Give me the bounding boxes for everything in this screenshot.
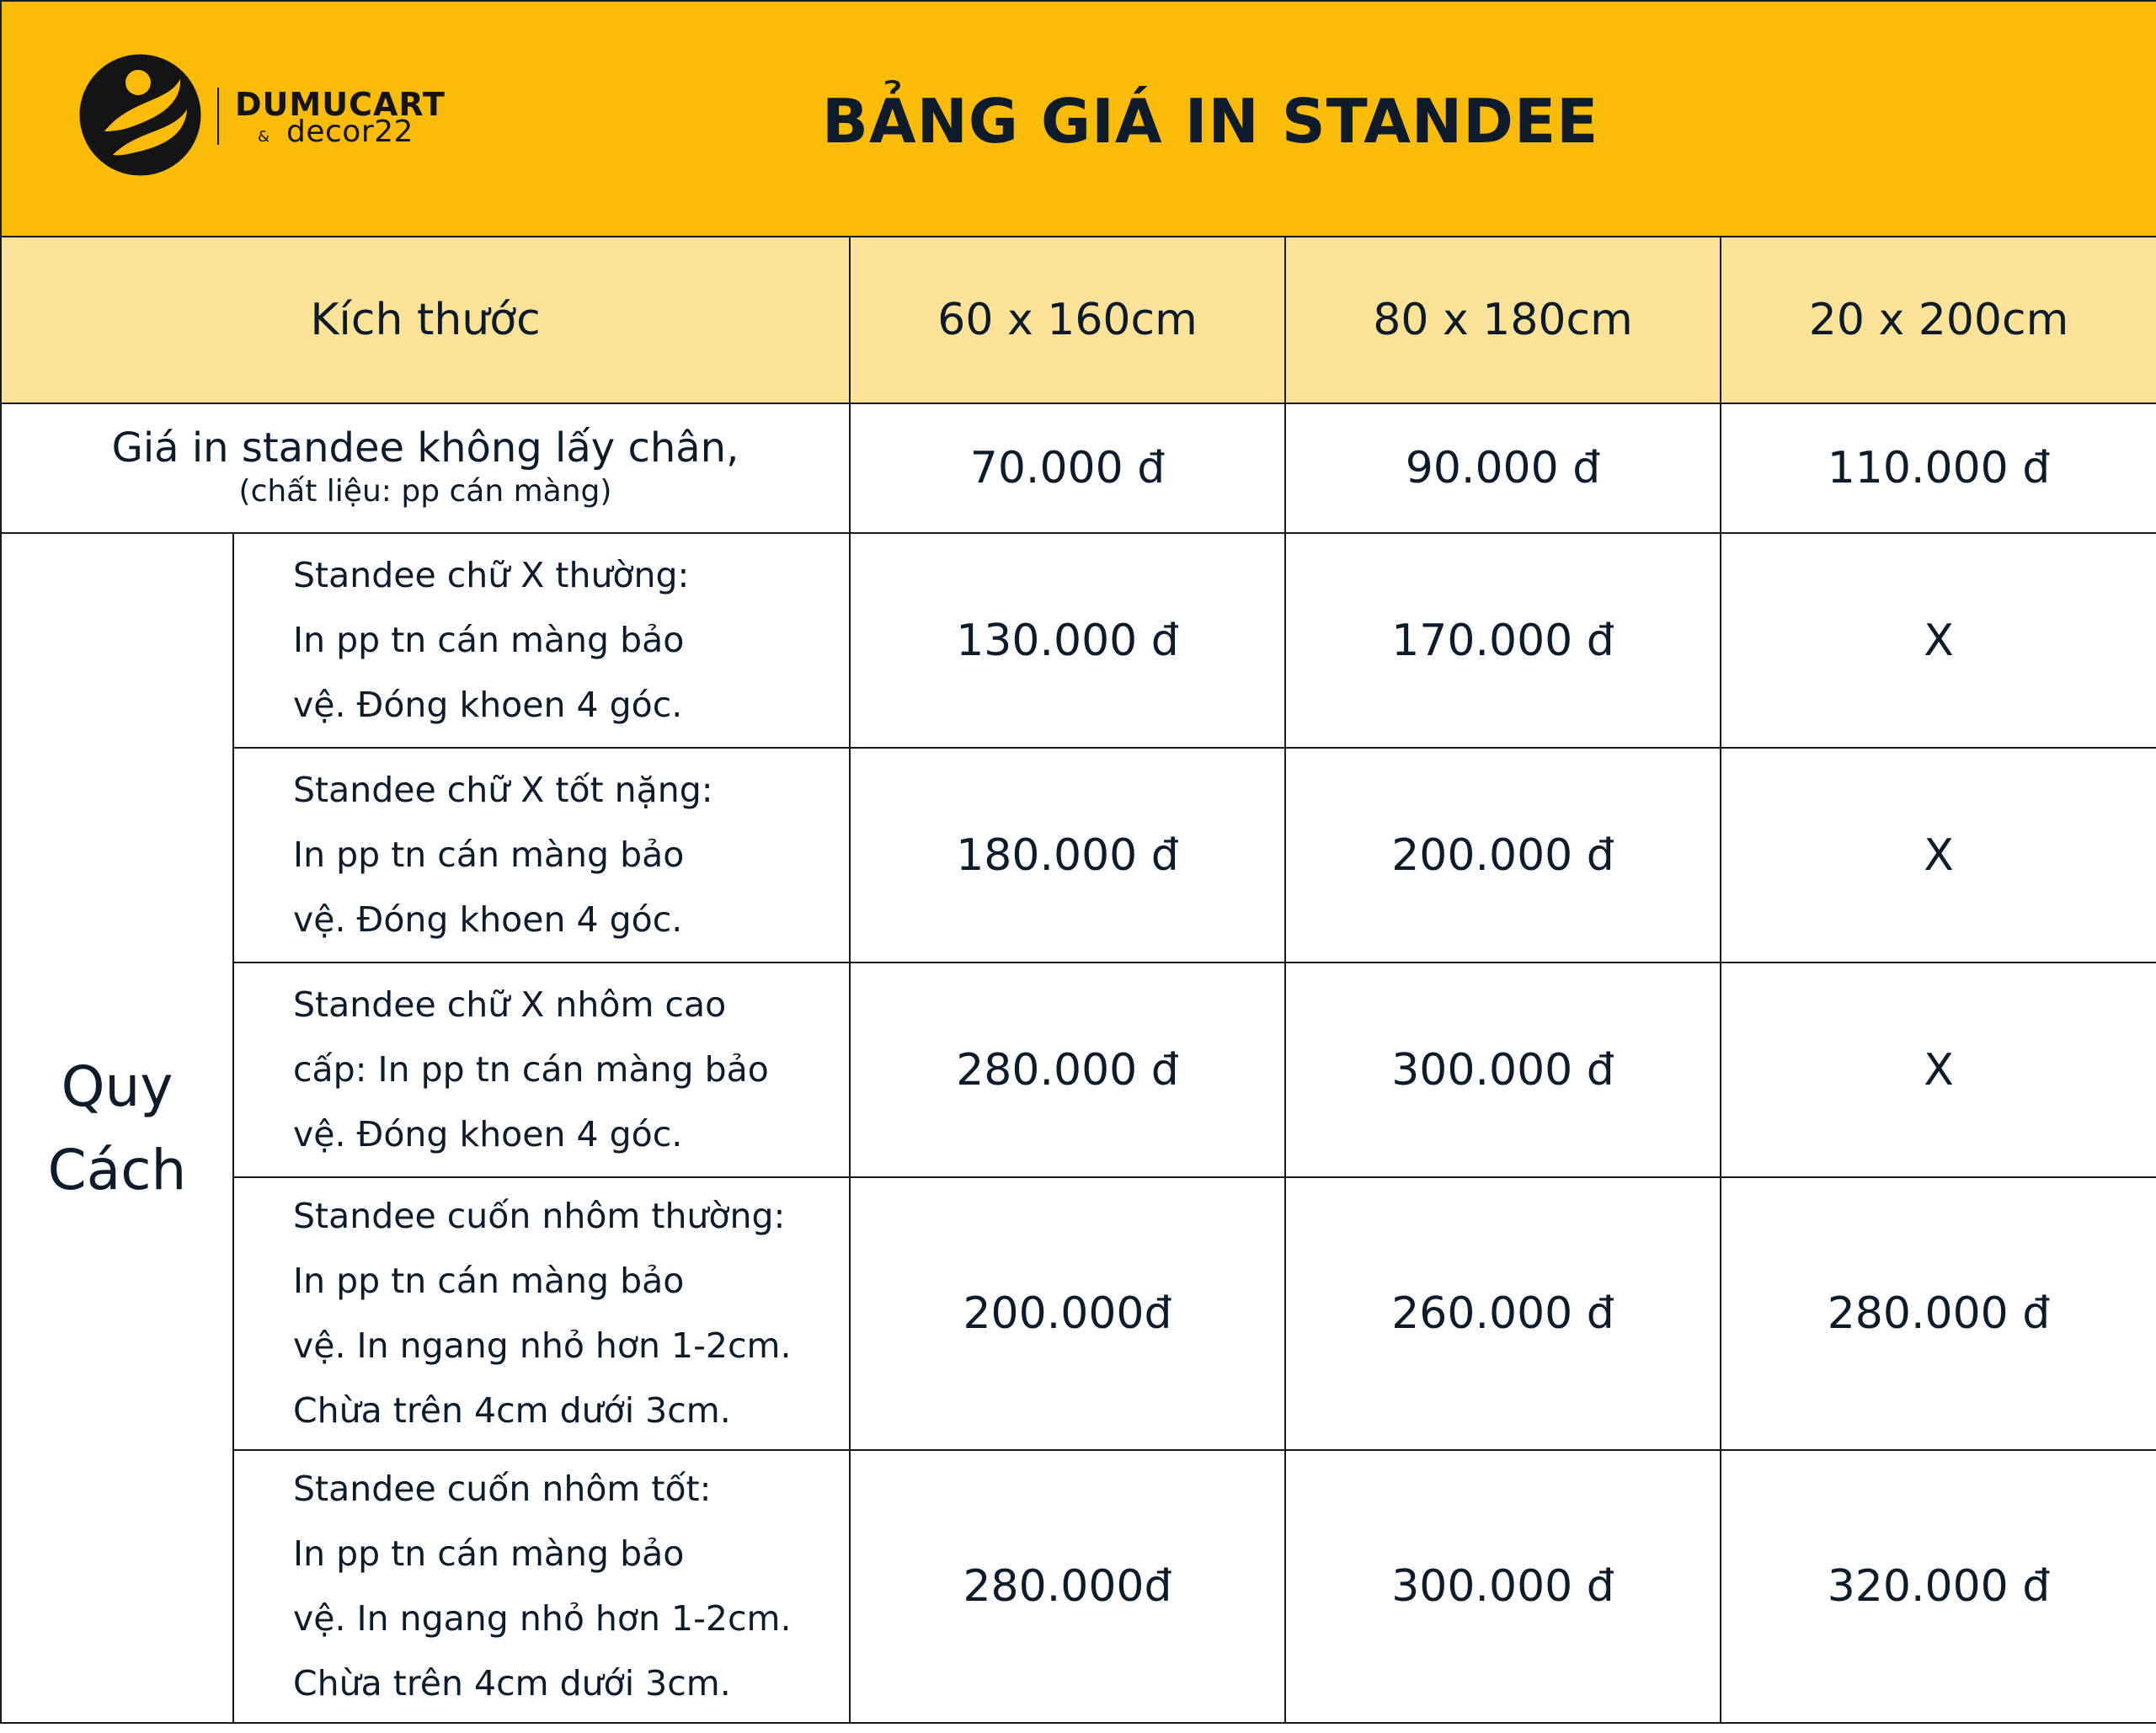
table-row-base [1, 403, 2156, 533]
spec-line: Chừa trên 4cm dưới 3cm. [293, 1663, 731, 1704]
page-title: BẢNG GIÁ IN STANDEE [822, 86, 1599, 157]
spec-group-line-1: Quy [61, 1053, 173, 1119]
table-row [1, 533, 2156, 748]
spec-line: Standee cuốn nhôm thường: [293, 1196, 786, 1236]
header-size: Kích thước [1, 237, 850, 403]
price-cell: 90.000 đ [1285, 403, 1721, 533]
price-cell: 180.000 đ [850, 748, 1285, 962]
table-row [1, 962, 2156, 1177]
spec-line: Standee chữ X tốt nặng: [293, 770, 713, 810]
price-table [0, 236, 2156, 1724]
base-label-main: Giá in standee không lấy chân, [111, 424, 739, 472]
price-cell: 300.000 đ [1285, 962, 1721, 1177]
base-label-sub: (chất liệu: pp cán màng) [238, 474, 612, 509]
spec-line: In pp tn cán màng bảo [293, 1533, 685, 1574]
header-band [0, 0, 2156, 237]
price-cell: 200.000đ [850, 1177, 1285, 1450]
brand-ampersand: & [258, 128, 270, 146]
price-cell: X [1721, 962, 2156, 1177]
header-col-2: 80 x 180cm [1285, 237, 1721, 403]
spec-description [233, 1177, 850, 1450]
price-cell: 280.000đ [850, 1450, 1285, 1723]
spec-line: vệ. Đóng khoen 4 góc. [293, 899, 683, 940]
spec-group-line-2: Cách [47, 1137, 187, 1202]
brand-logo [79, 54, 446, 176]
price-cell: 110.000 đ [1721, 403, 2156, 533]
spec-line: cấp: In pp tn cán màng bảo [293, 1049, 769, 1090]
spec-group-label [1, 533, 233, 1723]
header-col-3: 20 x 200cm [1721, 237, 2156, 403]
table-header-row [1, 237, 2156, 403]
spec-line: Chừa trên 4cm dưới 3cm. [293, 1390, 731, 1431]
spec-description [233, 748, 850, 962]
spec-description [233, 533, 850, 748]
table-row [1, 1177, 2156, 1450]
spec-description [233, 962, 850, 1177]
spec-line: In pp tn cán màng bảo [293, 620, 685, 660]
price-cell: 200.000 đ [1285, 748, 1721, 962]
spec-line: Standee chữ X nhôm cao [293, 984, 727, 1025]
swirl-logo-icon [79, 54, 201, 176]
spec-line: vệ. Đóng khoen 4 góc. [293, 1114, 683, 1154]
price-cell: 280.000 đ [1721, 1177, 2156, 1450]
price-cell: 70.000 đ [850, 403, 1285, 533]
price-cell: X [1721, 533, 2156, 748]
spec-description [233, 1450, 850, 1723]
price-cell: X [1721, 748, 2156, 962]
spec-line: Standee cuốn nhôm tốt: [293, 1469, 712, 1509]
price-cell: 320.000 đ [1721, 1450, 2156, 1723]
brand-subname: decor22 [286, 115, 414, 149]
price-cell: 170.000 đ [1285, 533, 1721, 748]
header-col-1: 60 x 160cm [850, 237, 1285, 403]
table-row [1, 1450, 2156, 1723]
table-row [1, 748, 2156, 962]
spec-line: In pp tn cán màng bảo [293, 1261, 685, 1301]
spec-line: vệ. Đóng khoen 4 góc. [293, 685, 683, 725]
brand-name: DUMUCART [235, 86, 446, 123]
base-label [1, 403, 850, 533]
spec-line: Standee chữ X thường: [293, 555, 690, 595]
logo-divider [217, 88, 219, 145]
spec-line: vệ. In ngang nhỏ hơn 1-2cm. [293, 1325, 792, 1366]
price-cell: 130.000 đ [850, 533, 1285, 748]
spec-line: In pp tn cán màng bảo [293, 835, 685, 875]
spec-line: vệ. In ngang nhỏ hơn 1-2cm. [293, 1598, 792, 1639]
price-cell: 300.000 đ [1285, 1450, 1721, 1723]
price-cell: 280.000 đ [850, 962, 1285, 1177]
price-cell: 260.000 đ [1285, 1177, 1721, 1450]
